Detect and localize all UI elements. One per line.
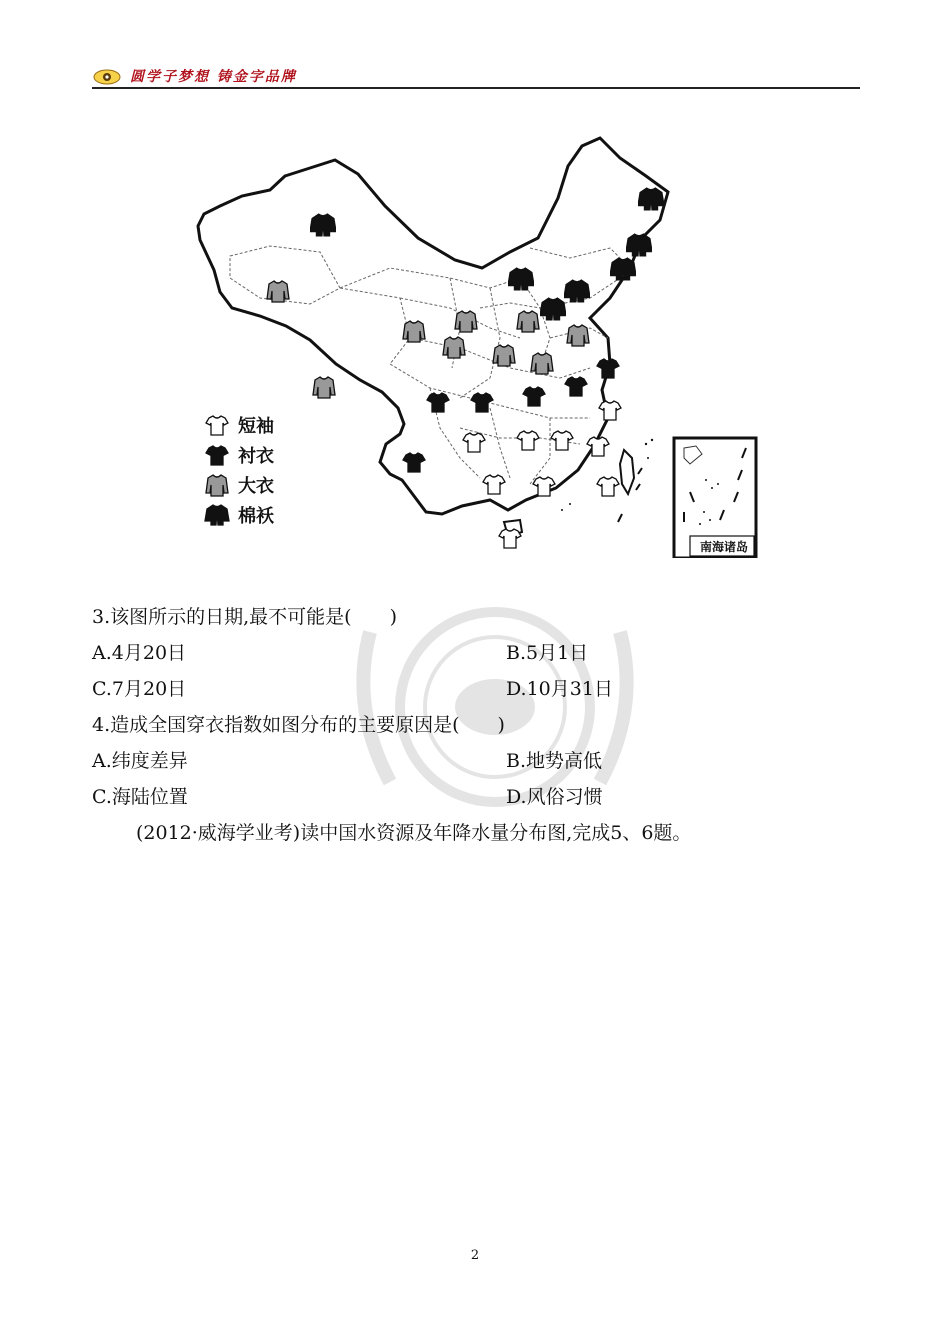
page-header	[92, 62, 860, 90]
padded-jacket-icon	[508, 268, 534, 290]
overcoat-icon	[443, 337, 465, 358]
clothing-index-map	[190, 128, 770, 558]
question-3-option-d: D.10月31日	[506, 678, 613, 700]
padded-jacket-icon	[202, 503, 232, 527]
overcoat-icon	[455, 311, 477, 332]
clothing-symbols	[267, 188, 664, 548]
legend-label: 棉袄	[238, 506, 274, 527]
questions-5-6-intro: (2012·威海学业考)读中国水资源及年降水量分布图,完成5、6题。	[136, 822, 692, 844]
legend-item-padded-jacket	[202, 500, 274, 530]
page-number: 2	[470, 1248, 480, 1263]
header-slogan: 圆学子梦想 铸金字品牌	[130, 69, 297, 85]
padded-jacket-icon	[638, 188, 664, 210]
overcoat-icon	[517, 311, 539, 332]
question-4-option-c: C.海陆位置	[92, 786, 188, 808]
overcoat-icon	[531, 353, 553, 374]
overcoat-icon	[567, 325, 589, 346]
short-sleeve-icon	[499, 529, 521, 548]
legend-item-shirt	[202, 440, 274, 470]
question-4-stem: 4.造成全国穿衣指数如图分布的主要原因是( )	[92, 714, 505, 736]
inset-label: 南海诸岛	[699, 540, 748, 554]
question-4-option-b: B.地势高低	[506, 750, 603, 772]
overcoat-icon	[267, 281, 289, 302]
question-3-option-b: B.5月1日	[506, 642, 589, 664]
short-sleeve-icon	[202, 413, 232, 437]
shirt-icon	[471, 393, 493, 412]
padded-jacket-icon	[540, 298, 566, 320]
shirt-icon	[403, 453, 425, 472]
short-sleeve-icon	[483, 475, 505, 494]
shirt-icon	[427, 393, 449, 412]
question-3-option-c: C.7月20日	[92, 678, 187, 700]
overcoat-icon	[493, 345, 515, 366]
china-map	[190, 128, 770, 558]
question-4-option-d: D.风俗习惯	[506, 786, 603, 808]
eye-logo-icon	[92, 66, 122, 86]
shirt-icon	[523, 387, 545, 406]
question-3-option-a: A.4月20日	[92, 642, 187, 664]
short-sleeve-icon	[533, 477, 555, 496]
legend-label: 衬衣	[238, 446, 274, 467]
taiwan-island	[620, 450, 634, 494]
legend-label: 短袖	[238, 416, 274, 437]
short-sleeve-icon	[597, 477, 619, 496]
overcoat-icon	[313, 377, 335, 398]
header-rule	[92, 87, 860, 89]
shirt-icon	[565, 377, 587, 396]
short-sleeve-icon	[517, 431, 539, 450]
legend-label: 大衣	[238, 476, 274, 497]
map-legend	[202, 410, 274, 530]
question-4-option-a: A.纬度差异	[92, 750, 188, 772]
legend-item-short-sleeve	[202, 410, 274, 440]
shirt-icon	[597, 359, 619, 378]
legend-item-overcoat	[202, 470, 274, 500]
padded-jacket-icon	[626, 234, 652, 256]
question-3-stem: 3.该图所示的日期,最不可能是( )	[92, 606, 397, 628]
overcoat-icon	[202, 473, 232, 497]
short-sleeve-icon	[599, 401, 621, 420]
short-sleeve-icon	[463, 433, 485, 452]
padded-jacket-icon	[310, 214, 336, 236]
shirt-icon	[202, 443, 232, 467]
overcoat-icon	[403, 321, 425, 342]
